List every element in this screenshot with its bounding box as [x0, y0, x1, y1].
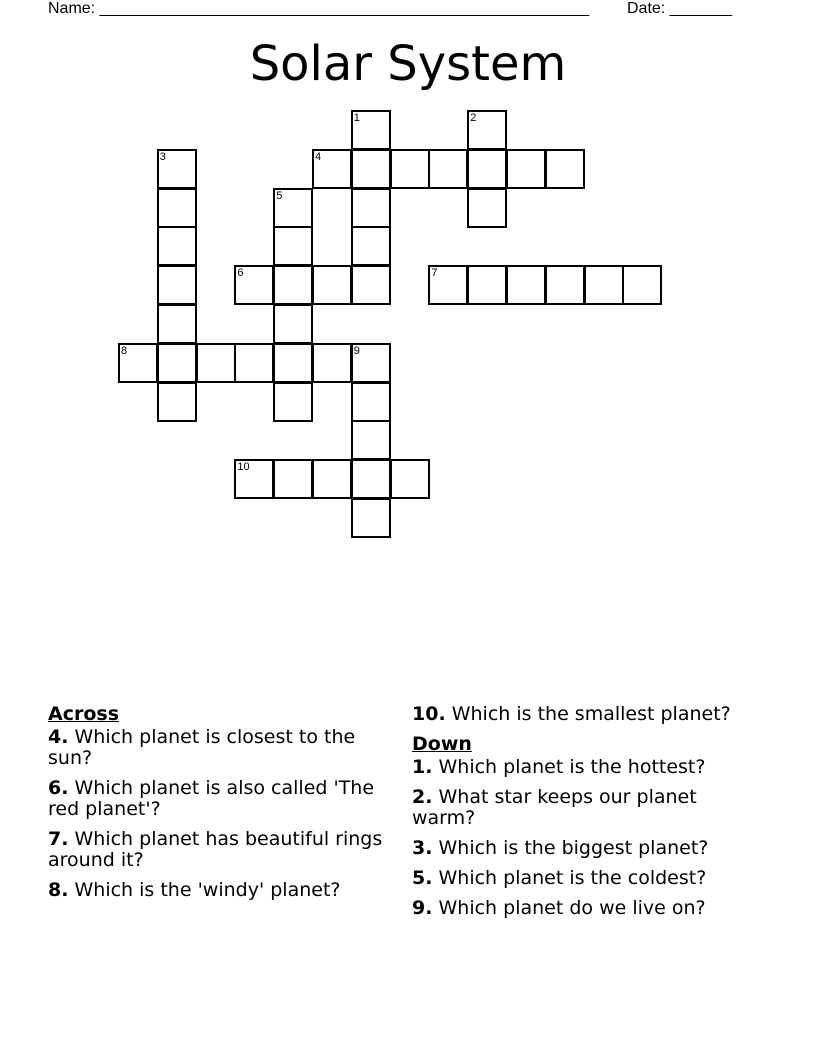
- crossword-cell[interactable]: [390, 149, 430, 189]
- crossword-cell[interactable]: [273, 265, 313, 305]
- crossword-cell[interactable]: [234, 343, 274, 383]
- across-heading: Across: [48, 703, 120, 725]
- crossword-cell[interactable]: [428, 265, 468, 305]
- down-clue: 1. Which planet is the hottest?: [412, 756, 706, 778]
- crossword-cell[interactable]: [157, 265, 197, 305]
- cell-number: 7: [431, 267, 438, 280]
- crossword-cell[interactable]: [157, 226, 197, 266]
- crossword-cell[interactable]: [351, 110, 391, 150]
- crossword-cell[interactable]: [351, 188, 391, 228]
- crossword-cell[interactable]: [545, 265, 585, 305]
- cell-number: 8: [121, 344, 128, 357]
- cell-number: 9: [353, 344, 360, 357]
- crossword-cell[interactable]: [545, 149, 585, 189]
- crossword-cell[interactable]: [273, 382, 313, 422]
- crossword-cell[interactable]: [234, 265, 274, 305]
- crossword-cell[interactable]: [467, 149, 507, 189]
- across-clue: 6. Which planet is also called 'The red planet'?: [48, 777, 375, 820]
- crossword-cell[interactable]: [351, 226, 391, 266]
- crossword-cell[interactable]: [273, 459, 313, 499]
- crossword-cell[interactable]: [506, 265, 546, 305]
- crossword-cell[interactable]: [390, 459, 430, 499]
- down-clue: 3. Which is the biggest planet?: [412, 837, 709, 859]
- across-clue: 7. Which planet has beautiful rings around it?: [48, 828, 383, 871]
- across-clue: 4. Which planet is closest to the sun?: [48, 726, 356, 769]
- cell-number: 4: [315, 150, 322, 163]
- crossword-cell[interactable]: [351, 459, 391, 499]
- crossword-cell[interactable]: [118, 343, 158, 383]
- crossword-cell[interactable]: [273, 226, 313, 266]
- down-clue: 2. What star keeps our planet warm?: [412, 786, 697, 829]
- crossword-cell[interactable]: [157, 188, 197, 228]
- across-clues: [48, 704, 388, 910]
- crossword-cell[interactable]: [351, 149, 391, 189]
- crossword-cell[interactable]: [273, 188, 313, 228]
- crossword-cell[interactable]: [351, 382, 391, 422]
- crossword-cell[interactable]: [428, 149, 468, 189]
- crossword-cell[interactable]: [351, 420, 391, 460]
- crossword-cell[interactable]: [351, 265, 391, 305]
- crossword-cell[interactable]: [312, 265, 352, 305]
- cell-number: 1: [353, 112, 360, 124]
- crossword-cell[interactable]: [234, 459, 274, 499]
- crossword-cell[interactable]: [157, 304, 197, 344]
- cell-number: 6: [237, 267, 244, 280]
- crossword-cell[interactable]: [157, 382, 197, 422]
- down-heading: Down: [412, 733, 472, 755]
- cell-number: 5: [276, 189, 283, 202]
- cell-number: 2: [470, 112, 477, 124]
- crossword-cell[interactable]: [157, 343, 197, 383]
- crossword-cell[interactable]: [506, 149, 546, 189]
- crossword-cell[interactable]: [273, 304, 313, 344]
- page-title: Solar System: [249, 36, 567, 92]
- crossword-cell[interactable]: [467, 188, 507, 228]
- date-field-label: Date: _______: [627, 0, 732, 17]
- crossword-cell[interactable]: [312, 149, 352, 189]
- crossword-cell[interactable]: [467, 110, 507, 150]
- crossword-cell[interactable]: [157, 149, 197, 189]
- crossword-cell[interactable]: [622, 265, 662, 305]
- crossword-cell[interactable]: [351, 498, 391, 538]
- crossword-cell[interactable]: [584, 265, 624, 305]
- crossword-cell[interactable]: [312, 343, 352, 383]
- across-clue: 8. Which is the 'windy' planet?: [48, 879, 341, 901]
- across-clue: 10. Which is the smallest planet?: [412, 703, 731, 725]
- cell-number: 10: [237, 461, 250, 474]
- name-field-label: Name: _______________________________________________________: [48, 0, 589, 17]
- crossword-cell[interactable]: [196, 343, 236, 383]
- down-clue: 5. Which planet is the coldest?: [412, 867, 707, 889]
- down-clue: 9. Which planet do we live on?: [412, 897, 706, 919]
- cell-number: 3: [159, 150, 166, 163]
- crossword-cell[interactable]: [312, 459, 352, 499]
- down-clues: [412, 704, 752, 928]
- crossword-cell[interactable]: [273, 343, 313, 383]
- crossword-cell[interactable]: [351, 343, 391, 383]
- crossword-cell[interactable]: [467, 265, 507, 305]
